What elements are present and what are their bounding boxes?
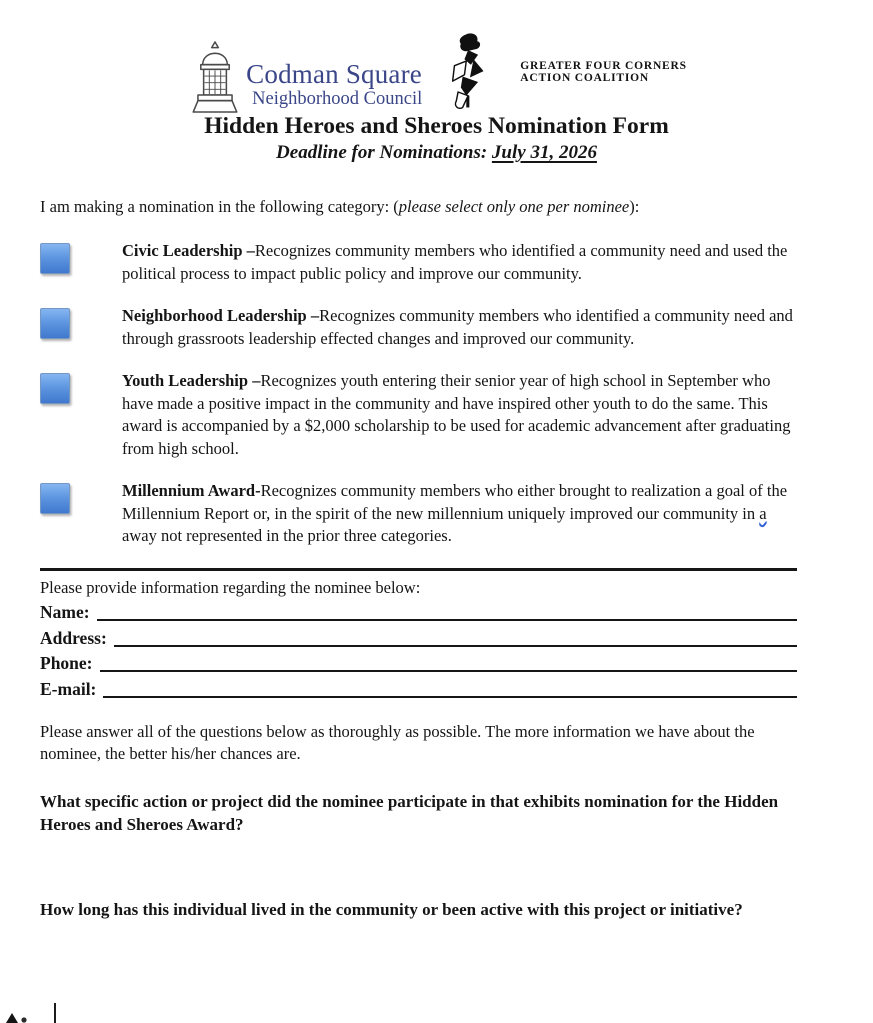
- category-label-civic: Civic Leadership –: [122, 241, 255, 260]
- category-desc-neighborhood: Recognizes community members who identified a community need and through grassroots leadership effected changes and improved our community.: [122, 306, 793, 348]
- category-checkbox-civic[interactable]: [40, 243, 70, 274]
- category-text-millennium: [122, 480, 797, 548]
- category-label-youth: Youth Leadership –: [122, 371, 261, 390]
- gfcac-logo-line2: ACTION COALITION: [520, 72, 650, 84]
- section-divider: [40, 568, 797, 571]
- address-field-line[interactable]: [114, 645, 797, 647]
- intro-emphasis: please select only one per nominee: [398, 197, 630, 216]
- category-text-civic: [122, 240, 797, 285]
- codman-logo: [186, 32, 422, 113]
- category-desc-millennium-pre: Recognizes community members who either brought to realization a goal of the Millennium Report or, in the spirit of the new millennium uniquely improved our community in: [122, 481, 788, 523]
- field-row-email: [40, 675, 797, 701]
- category-item-youth: [40, 370, 797, 460]
- deadline-label: Deadline for Nominations:: [276, 142, 492, 163]
- question-2: How long has this individual lived in the community or been active with this project or initiative?: [40, 899, 743, 919]
- form-title: Hidden Heroes and Sheroes Nomination Form: [204, 113, 669, 139]
- category-label-neighborhood: Neighborhood Leadership –: [122, 306, 320, 325]
- intro-text: [40, 196, 833, 218]
- category-desc-millennium-post: away not represented in the prior three categories.: [122, 526, 452, 545]
- email-field-line[interactable]: [103, 696, 797, 698]
- intro-pre: I am making a nomination in the following category: (: [40, 197, 399, 216]
- text-cursor-bar: [54, 1003, 56, 1023]
- category-desc-civic: Recognizes community members who identified a community need and used the political process to impact public policy and improve our community.: [122, 241, 788, 283]
- codman-logo-text: [246, 61, 422, 109]
- gfcac-logo-text: [520, 60, 687, 84]
- phone-field-label: Phone:: [40, 653, 93, 673]
- category-checkbox-millennium[interactable]: [40, 483, 70, 514]
- person-figure-icon: [444, 32, 494, 112]
- email-field-label: E-mail:: [40, 678, 97, 699]
- intro-post: ):: [629, 197, 640, 216]
- address-field-label: Address:: [40, 627, 107, 648]
- category-label-millennium: Millennium Award-: [122, 481, 261, 500]
- category-desc-youth: Recognizes youth entering their senior year of high school in September who have made a positive impact in the community and have inspired other youth to do the same. This award is accompanied by a $2,000 scholarship to be used for academic advancement after graduating from high school.: [122, 371, 791, 458]
- field-row-name: [40, 599, 797, 625]
- name-field-label: Name:: [40, 602, 90, 622]
- category-checkbox-neighborhood[interactable]: [40, 308, 70, 339]
- category-text-neighborhood: [122, 305, 797, 350]
- category-text-youth: [122, 370, 797, 460]
- church-building-icon: [186, 41, 244, 113]
- category-item-civic: [40, 240, 797, 285]
- field-row-phone: [40, 650, 797, 676]
- grammar-flagged-word: a: [759, 503, 767, 523]
- field-row-address: [40, 624, 797, 650]
- nominee-lead: Please provide information regarding the nominee below:: [40, 577, 421, 597]
- note-text: Please answer all of the questions below as thoroughly as possible. The more information we have about the nominee, the better his/her chances are.: [40, 721, 755, 763]
- category-item-neighborhood: [40, 305, 797, 350]
- gfcac-logo-line1: GREATER FOUR CORNERS: [520, 60, 687, 72]
- name-field-line[interactable]: [97, 619, 797, 621]
- nominee-fields: [40, 599, 797, 701]
- cut-off-corner-glyph-icon: [5, 1011, 31, 1023]
- phone-field-line[interactable]: [100, 670, 798, 672]
- category-list: [0, 240, 873, 548]
- codman-logo-title: Codman Square: [246, 59, 422, 89]
- deadline-line: [0, 140, 873, 166]
- category-item-millennium: [40, 480, 797, 548]
- header: [0, 0, 873, 112]
- question-1: What specific action or project did the nominee participate in that exhibits nomination for the Hidden Heroes and Sheroes Award?: [40, 791, 779, 834]
- codman-logo-subtitle: Neighborhood Council: [252, 89, 423, 109]
- category-checkbox-youth[interactable]: [40, 373, 70, 404]
- deadline-date: July 31, 2026: [491, 142, 597, 163]
